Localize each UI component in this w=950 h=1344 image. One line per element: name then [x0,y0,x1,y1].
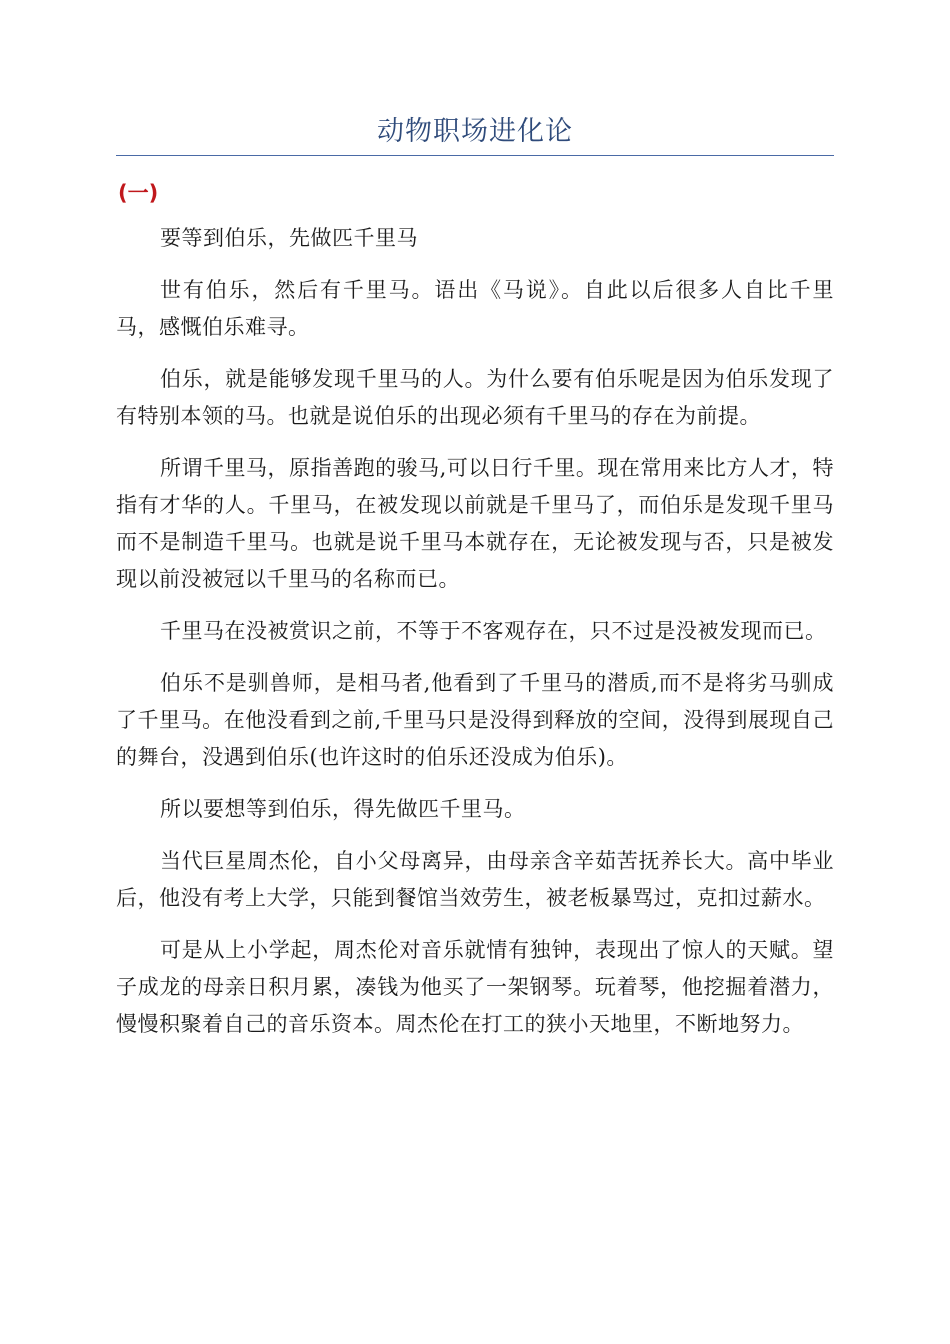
paragraph: 千里马在没被赏识之前，不等于不客观存在，只不过是没被发现而已。 [160,619,827,643]
paragraph: 伯乐不是驯兽师，是相马者,他看到了千里马的潜质,而不是将劣马驯成了千里马。在他没看到之前,千里马只是没得到释放的空间，没得到展现自己的舞台，没遇到伯乐(也许这时的伯乐还没成为伯乐)。 [116,671,834,769]
paragraph: 可是从上小学起，周杰伦对音乐就情有独钟，表现出了惊人的天赋。望子成龙的母亲日积月累，凑钱为他买了一架钢琴。玩着琴，他挖掘着潜力，慢慢积聚着自己的音乐资本。周杰伦在打工的狭小天地里，不断地努力。 [116,938,834,1036]
paragraph: 所谓千里马，原指善跑的骏马,可以日行千里。现在常用来比方人才，特指有才华的人。千里马，在被发现以前就是千里马了，而伯乐是发现千里马而不是制造千里马。也就是说千里马本就存在，无论被发现与否，只是被发现以前没被冠以千里马的名称而已。 [116,456,834,591]
paragraph: 要等到伯乐，先做匹千里马 [160,226,418,250]
title-underline [116,155,834,156]
document-title: 动物职场进化论 [377,116,573,147]
section-heading: (一) [118,181,159,205]
document-body [116,220,834,1058]
paragraph: 伯乐，就是能够发现千里马的人。为什么要有伯乐呢是因为伯乐发现了有特别本领的马。也就是说伯乐的出现必须有千里马的存在为前提。 [116,367,834,428]
paragraph: 所以要想等到伯乐，得先做匹千里马。 [160,797,526,821]
paragraph: 当代巨星周杰伦，自小父母离异，由母亲含辛茹苦抚养长大。高中毕业后，他没有考上大学，只能到餐馆当效劳生，被老板暴骂过，克扣过薪水。 [116,849,834,910]
paragraph: 世有伯乐，然后有千里马。语出《马说》。自此以后很多人自比千里马，感慨伯乐难寻。 [116,278,834,339]
